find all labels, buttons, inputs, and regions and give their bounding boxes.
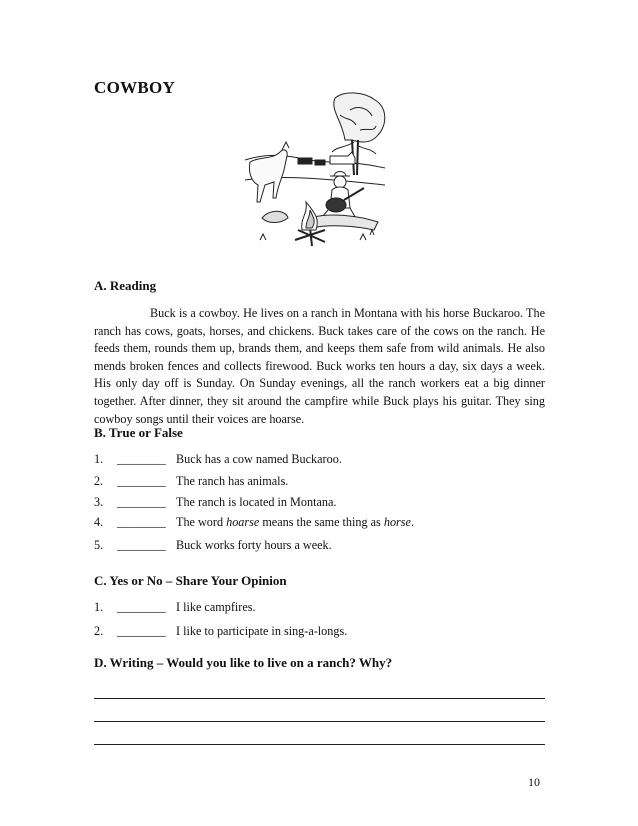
section-d-heading: D. Writing – Would you like to live on a ranch? Why? (94, 655, 393, 670)
opinion-item (94, 600, 256, 615)
section-c-heading: C. Yes or No – Share Your Opinion (94, 573, 287, 588)
item-text: I like to participate in sing-a-longs. (176, 624, 348, 638)
section-b-heading: B. True or False (94, 425, 183, 440)
answer-blank[interactable]: ________ (117, 624, 166, 638)
answer-blank[interactable]: ________ (117, 452, 166, 466)
item-text-part: . (410, 515, 414, 529)
item-number: 1. (94, 600, 104, 614)
reading-paragraph: Buck is a cowboy. He lives on a ranch in Montana with his horse Buckaroo. The ranch has cows, goats, horses, and chickens. Buck takes care of the cows on the ranch. He feeds them, rounds them up, brands them, and keeps them safe from wild animals. He also mends broken fences and collects firewood. Buck works ten hours a day, six days a week. His only day off is Sunday. On Sunday evenings, all the ranch workers eat a big dinner together. After dinner, they sit around the campfire while Buck plays his guitar. They sing cowboy songs until their voices are hoarse. (94, 306, 545, 426)
item-text-emphasis: hoarse (226, 515, 260, 529)
writing-line[interactable] (94, 744, 545, 745)
item-text: The ranch has animals. (176, 474, 289, 488)
item-number: 3. (94, 495, 104, 509)
item-number: 4. (94, 515, 104, 529)
item-number: 2. (94, 624, 104, 638)
item-text-emphasis: horse (383, 515, 411, 529)
answer-blank[interactable]: ________ (117, 474, 166, 488)
true-false-item (94, 474, 288, 489)
item-number: 2. (94, 474, 104, 488)
answer-blank[interactable]: ________ (117, 515, 166, 529)
answer-blank[interactable]: ________ (117, 600, 166, 614)
writing-line[interactable] (94, 721, 545, 722)
reading-passage (94, 305, 545, 428)
answer-blank[interactable]: ________ (117, 538, 166, 552)
cowboy-campfire-illustration (240, 90, 390, 258)
item-text-part: means the same thing as (259, 515, 384, 529)
item-text: Buck works forty hours a week. (176, 538, 332, 552)
page-number: 10 (528, 775, 540, 789)
item-number: 1. (94, 452, 104, 466)
item-text: Buck has a cow named Buckaroo. (176, 452, 342, 466)
true-false-item (94, 495, 336, 510)
true-false-item (94, 452, 342, 467)
section-a-heading: A. Reading (94, 278, 157, 293)
item-text (176, 515, 414, 530)
opinion-item (94, 624, 347, 639)
item-text-part: The word (176, 515, 227, 529)
item-text: I like campfires. (176, 600, 256, 614)
item-number: 5. (94, 538, 104, 552)
answer-blank[interactable]: ________ (117, 495, 166, 509)
worksheet-title: COWBOY (94, 78, 176, 97)
item-text: The ranch is located in Montana. (176, 495, 337, 509)
true-false-item (94, 538, 332, 553)
writing-line[interactable] (94, 698, 545, 699)
true-false-item (94, 515, 414, 530)
